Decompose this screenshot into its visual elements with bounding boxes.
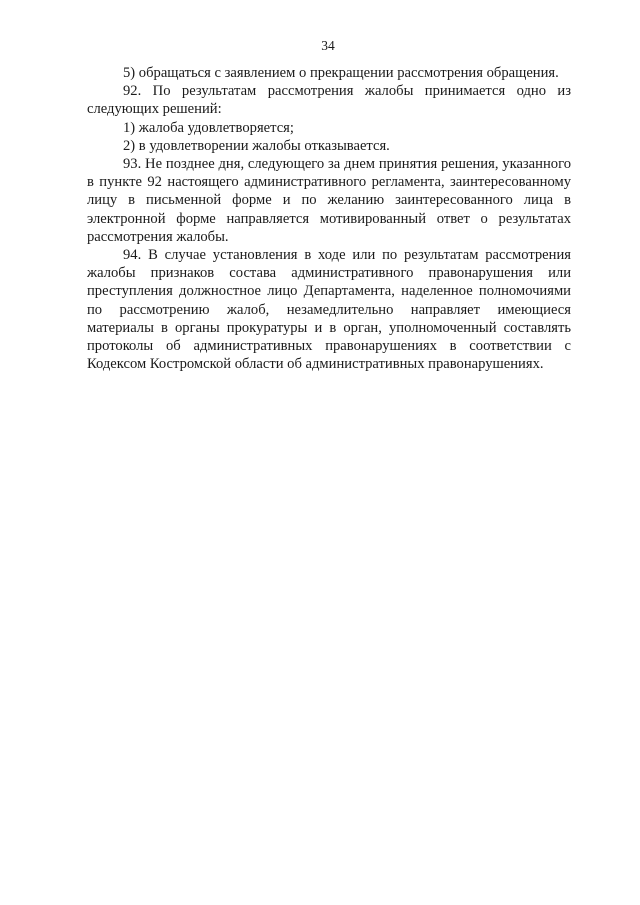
document-body — [87, 64, 571, 373]
paragraph-93: 93. Не позднее дня, следующего за днем принятия решения, указанного в пункте 92 настоящего административного регламента, заинтересованному лицу в письменной форме и по желанию заинтересованного лица в электронной форме направляется мотивированный ответ о результатах рассмотрения жалобы. — [87, 156, 571, 245]
paragraph-94: 94. В случае установления в ходе или по результатам рассмотрения жалобы признаков состава административного правонарушения или преступления должностное лицо Департамента, наделенное полномочиями по рассмотрению жалоб, незамедлительно направляет имеющиеся материалы в органы прокуратуры и в орган, уполномоченный составлять протоколы об административных правонарушениях в соответствии с Кодексом Костромской области об административных правонарушениях. — [87, 247, 571, 373]
paragraph-item-5: 5) обращаться с заявлением о прекращении рассмотрения обращения. — [123, 65, 559, 81]
page-number: 34 — [321, 38, 335, 53]
paragraph-92: 92. По результатам рассмотрения жалобы принимается одно из следующих решений: — [87, 83, 571, 118]
paragraph-decision-1: 1) жалоба удовлетворяется; — [123, 119, 294, 136]
paragraph-decision-2: 2) в удовлетворении жалобы отказывается. — [123, 137, 390, 154]
